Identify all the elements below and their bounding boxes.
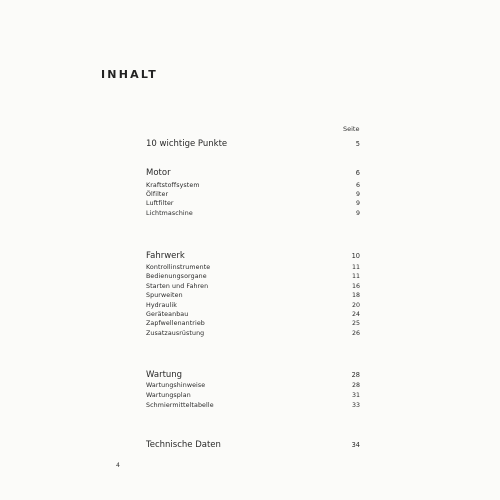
toc-page: 9 <box>355 191 360 198</box>
toc-page: 16 <box>351 283 360 290</box>
toc-page: 9 <box>355 200 360 207</box>
toc-label: Hydraulik <box>146 302 177 309</box>
toc-label: Kraftstoffsystem <box>146 182 200 189</box>
toc-page: 28 <box>351 371 360 379</box>
toc-section <box>146 251 360 261</box>
toc-label: Ölfilter <box>146 191 169 198</box>
toc-label: Luftfilter <box>146 200 174 207</box>
toc-label: 10 wichtige Punkte <box>146 139 228 149</box>
toc-label: Starten und Fahren <box>146 283 209 290</box>
toc-item <box>146 292 360 302</box>
toc-item <box>146 382 360 392</box>
toc-item <box>146 273 360 283</box>
toc-item <box>146 402 360 412</box>
toc-label: Fahrwerk <box>146 251 185 261</box>
toc-label: Kontrollinstrumente <box>146 264 211 271</box>
toc-page: 5 <box>355 140 360 148</box>
page-number: 4 <box>116 462 120 469</box>
toc-page: 10 <box>351 252 360 260</box>
toc-page: 6 <box>355 169 360 177</box>
toc-label: Zapfwellenantrieb <box>146 320 205 327</box>
toc-item <box>146 392 360 402</box>
toc-page: 25 <box>351 320 360 327</box>
toc-page: 6 <box>355 182 360 189</box>
toc-label: Motor <box>146 168 171 178</box>
toc-section <box>146 168 360 178</box>
toc-page: 34 <box>351 441 360 449</box>
toc-section <box>146 139 360 149</box>
toc-page: 26 <box>351 330 360 337</box>
toc-page: 33 <box>351 402 360 409</box>
toc-label: Wartung <box>146 370 183 380</box>
toc-page: 11 <box>351 273 360 280</box>
toc-item <box>146 320 360 330</box>
toc-item <box>146 210 360 220</box>
toc-label: Spurweiten <box>146 292 183 299</box>
page-title: INHALT <box>101 68 158 81</box>
toc-label: Schmiermitteltabelle <box>146 402 214 409</box>
toc-item <box>146 330 360 340</box>
toc-label: Bedienungsorgane <box>146 273 207 280</box>
toc-label: Lichtmaschine <box>146 210 193 217</box>
toc-label: Zusatzausrüstung <box>146 330 205 337</box>
toc-section <box>146 370 360 380</box>
toc-page: 24 <box>351 311 360 318</box>
toc-page: 31 <box>351 392 360 399</box>
toc-label: Wartungsplan <box>146 392 191 399</box>
toc-page: 20 <box>351 302 360 309</box>
page-column-header: Seite <box>343 125 360 133</box>
toc-page: 9 <box>355 210 360 217</box>
toc-page: 28 <box>351 382 360 389</box>
toc-page: 18 <box>351 292 360 299</box>
toc-label: Geräteanbau <box>146 311 189 318</box>
toc-section <box>146 440 360 450</box>
toc-label: Wartungshinweise <box>146 382 206 389</box>
toc-item <box>146 200 360 210</box>
toc-page: 11 <box>351 264 360 271</box>
toc-label: Technische Daten <box>146 440 221 450</box>
